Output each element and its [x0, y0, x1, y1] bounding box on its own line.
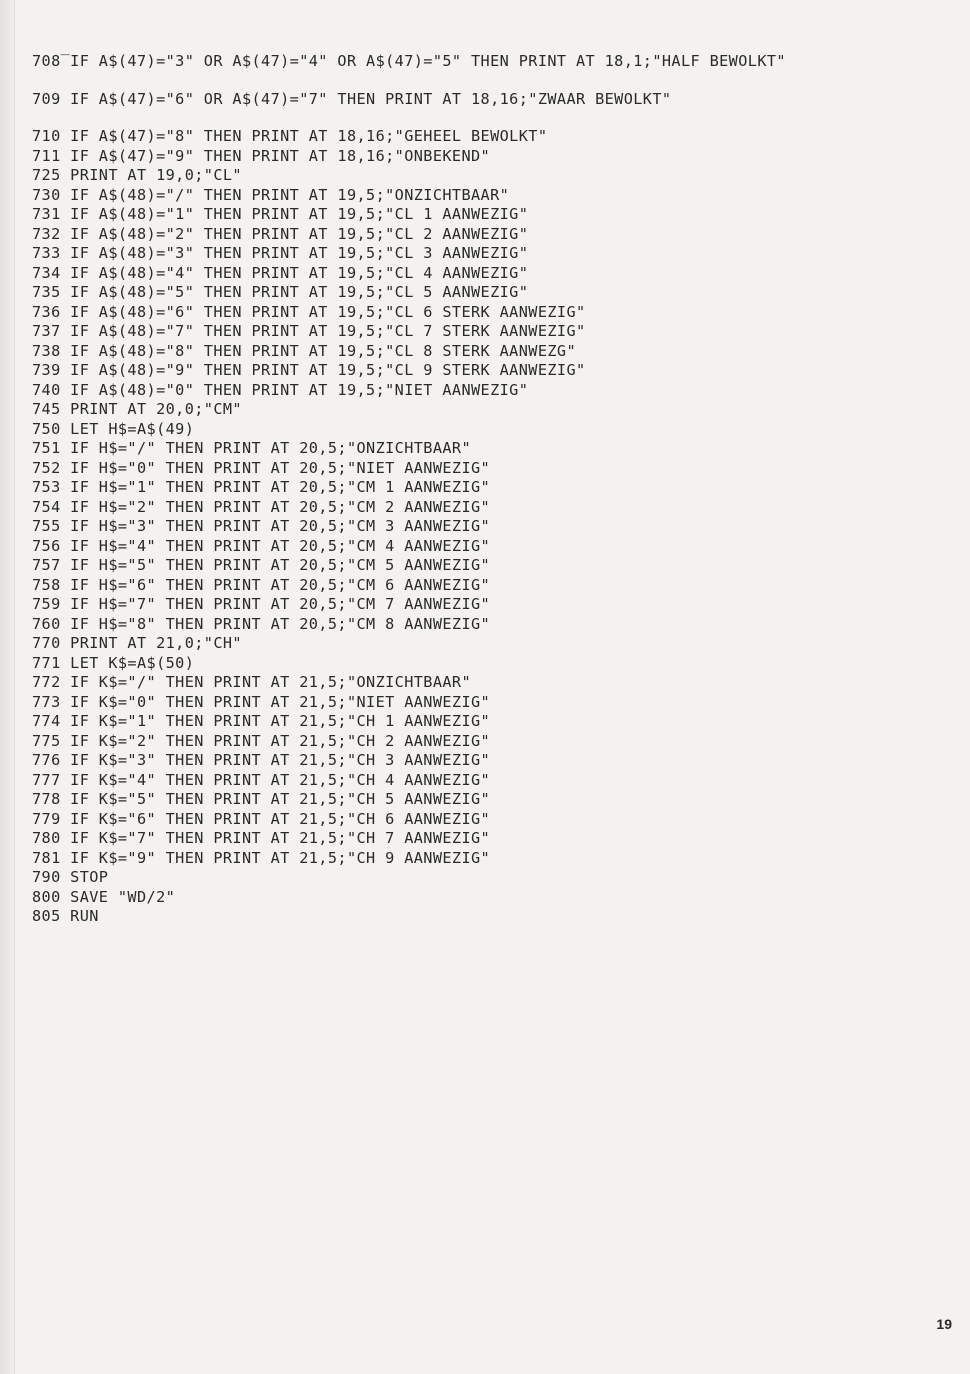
- code-line: 758 IF H$="6" THEN PRINT AT 20,5;"CM 6 AANWEZIG": [32, 575, 491, 594]
- code-line: 751 IF H$="/" THEN PRINT AT 20,5;"ONZICHTBAAR": [32, 439, 472, 457]
- code-line: 780 IF K$="7" THEN PRINT AT 21,5;"CH 7 AANWEZIG": [32, 829, 491, 847]
- code-line: 710 IF A$(47)="8" THEN PRINT AT 18,16;"GEHEEL BEWOLKT": [32, 127, 548, 145]
- basic-program-listing: [32, 52, 962, 927]
- code-line: 731 IF A$(48)="1" THEN PRINT AT 19,5;"CL 1 AANWEZIG": [32, 205, 529, 223]
- code-line: 708‾IF A$(47)="3" OR A$(47)="4" OR A$(47)="5" THEN PRINT AT 18,1;"HALF BEWOLKT": [32, 52, 786, 70]
- code-line: 740 IF A$(48)="0" THEN PRINT AT 19,5;"NIET AANWEZIG": [32, 380, 529, 399]
- code-line: 781 IF K$="9" THEN PRINT AT 21,5;"CH 9 AANWEZIG": [32, 848, 491, 867]
- code-line: 790 STOP: [32, 868, 109, 886]
- page-number: 19: [936, 1316, 952, 1332]
- code-line: 770 PRINT AT 21,0;"CH": [32, 634, 242, 652]
- code-line: 755 IF H$="3" THEN PRINT AT 20,5;"CM 3 AANWEZIG": [32, 517, 491, 535]
- code-line: 725 PRINT AT 19,0;"CL": [32, 166, 242, 184]
- code-line: 753 IF H$="1" THEN PRINT AT 20,5;"CM 1 AANWEZIG": [32, 478, 491, 496]
- code-line: 736 IF A$(48)="6" THEN PRINT AT 19,5;"CL 6 STERK AANWEZIG": [32, 302, 586, 321]
- code-line: 734 IF A$(48)="4" THEN PRINT AT 19,5;"CL 4 AANWEZIG": [32, 263, 529, 282]
- code-line: 760 IF H$="8" THEN PRINT AT 20,5;"CM 8 AANWEZIG": [32, 614, 491, 633]
- code-line: 738 IF A$(48)="8" THEN PRINT AT 19,5;"CL 8 STERK AANWEZG": [32, 341, 576, 360]
- code-line: 772 IF K$="/" THEN PRINT AT 21,5;"ONZICHTBAAR": [32, 673, 472, 691]
- code-line: 711 IF A$(47)="9" THEN PRINT AT 18,16;"ONBEKEND": [32, 146, 491, 165]
- code-line: 754 IF H$="2" THEN PRINT AT 20,5;"CM 2 AANWEZIG": [32, 497, 491, 516]
- code-line: 775 IF K$="2" THEN PRINT AT 21,5;"CH 2 AANWEZIG": [32, 731, 491, 750]
- code-line: 805 RUN: [32, 907, 99, 925]
- code-line: 733 IF A$(48)="3" THEN PRINT AT 19,5;"CL 3 AANWEZIG": [32, 244, 529, 262]
- code-line: 776 IF K$="3" THEN PRINT AT 21,5;"CH 3 AANWEZIG": [32, 751, 491, 769]
- code-line: 779 IF K$="6" THEN PRINT AT 21,5;"CH 6 AANWEZIG": [32, 809, 491, 828]
- code-line: 773 IF K$="0" THEN PRINT AT 21,5;"NIET AANWEZIG": [32, 692, 491, 711]
- code-line: 757 IF H$="5" THEN PRINT AT 20,5;"CM 5 AANWEZIG": [32, 556, 491, 574]
- code-line: 774 IF K$="1" THEN PRINT AT 21,5;"CH 1 AANWEZIG": [32, 712, 491, 730]
- code-line: 750 LET H$=A$(49): [32, 419, 195, 438]
- code-line: 737 IF A$(48)="7" THEN PRINT AT 19,5;"CL 7 STERK AANWEZIG": [32, 322, 586, 340]
- code-line: 778 IF K$="5" THEN PRINT AT 21,5;"CH 5 AANWEZIG": [32, 790, 491, 808]
- code-line: 739 IF A$(48)="9" THEN PRINT AT 19,5;"CL 9 STERK AANWEZIG": [32, 361, 586, 379]
- code-line: 730 IF A$(48)="/" THEN PRINT AT 19,5;"ONZICHTBAAR": [32, 185, 510, 204]
- code-line: 752 IF H$="0" THEN PRINT AT 20,5;"NIET AANWEZIG": [32, 458, 491, 477]
- code-line: 756 IF H$="4" THEN PRINT AT 20,5;"CM 4 AANWEZIG": [32, 536, 491, 555]
- code-line: 759 IF H$="7" THEN PRINT AT 20,5;"CM 7 AANWEZIG": [32, 595, 491, 613]
- code-line: 777 IF K$="4" THEN PRINT AT 21,5;"CH 4 AANWEZIG": [32, 770, 491, 789]
- code-line: 771 LET K$=A$(50): [32, 653, 195, 672]
- code-line: 735 IF A$(48)="5" THEN PRINT AT 19,5;"CL 5 AANWEZIG": [32, 283, 529, 301]
- code-line: 800 SAVE "WD/2": [32, 887, 176, 906]
- binding-edge: [0, 0, 15, 1374]
- code-line: 745 PRINT AT 20,0;"CM": [32, 400, 242, 418]
- code-line: 709 IF A$(47)="6" OR A$(47)="7" THEN PRINT AT 18,16;"ZWAAR BEWOLKT": [32, 89, 672, 108]
- code-line: 732 IF A$(48)="2" THEN PRINT AT 19,5;"CL 2 AANWEZIG": [32, 224, 529, 243]
